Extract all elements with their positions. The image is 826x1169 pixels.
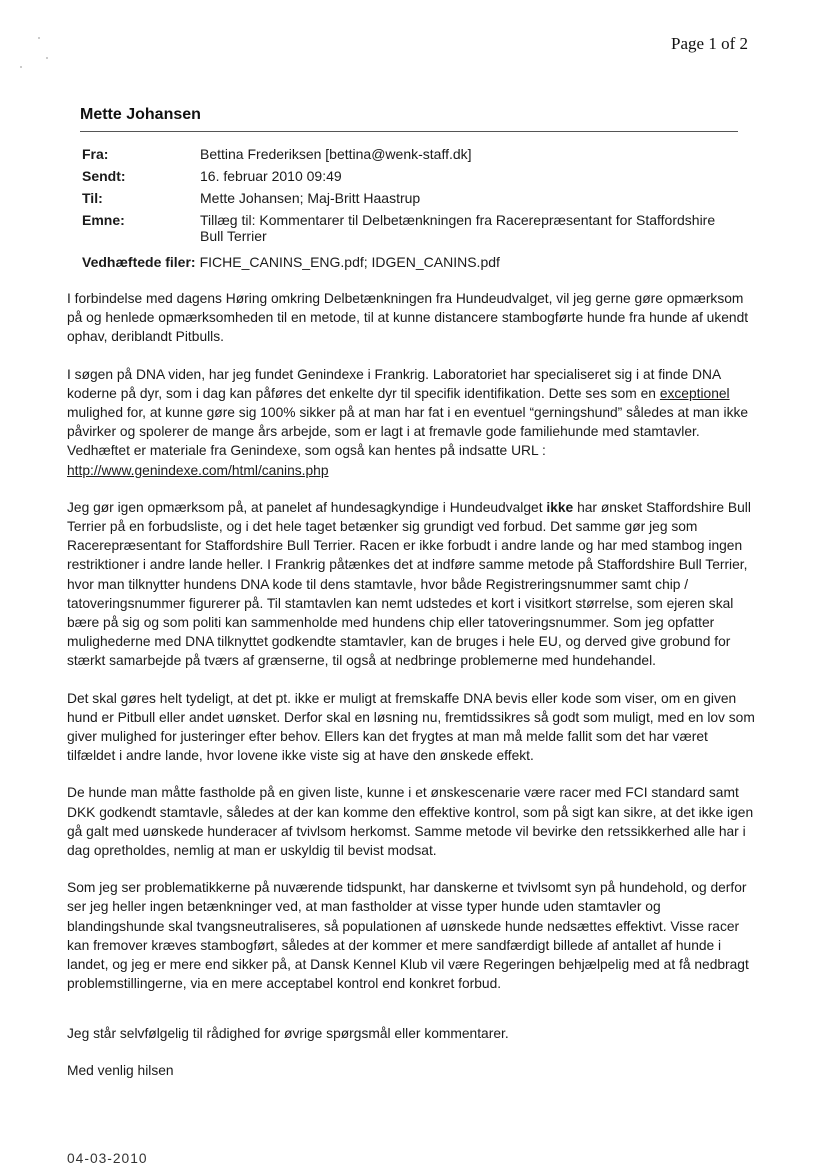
attachments-label: Vedhæftede filer: <box>82 254 196 270</box>
paragraph-3-text-b: har ønsket Staffordshire Bull Terrier på en forbudsliste, og i det hele taget betænker sig grundigt ved forbud. Det samme gør jeg som Racerepræsentant for Staffordshire Bull Terrier. Racen er ikke forbudt i andre lande og har med stambog ingen restriktioner i andre lande heller. I Frankrig påtænkes det at indføre samme metode på Staffordshire Bull Terrier, hvor man tilknytter hundens DNA kode til dens stamtavle, hvor både Registreringsnummer samt chip / tatoveringsnummer figurerer på. Til stamtavlen kan nemt udstedes et kort i visitkort størrelse, som ejeren skal bære på sig og som politi kan sammenholde med hundens chip eller tatoveringsnummer. Som jeg opfatter mulighederne med DNA tilknyttet godkendte stamtavler, kan de bruges i hele EU, og derved give grobund for stærkt samarbejde på tværs af grænserne, til også at nedbringe problemerne med hundehandel. <box>67 499 751 669</box>
scan-speck <box>20 66 22 68</box>
scan-speck <box>46 57 48 59</box>
from-label: Fra: <box>82 146 109 162</box>
paragraph-3-text-a: Jeg gør igen opmærksom på, at panelet af hundesagkyndige i Hundeudvalget <box>67 499 547 515</box>
header-subject-row <box>82 212 742 244</box>
closing: Med venlig hilsen <box>67 1062 174 1078</box>
bold-word: ikke <box>546 499 574 515</box>
attachments-value[interactable]: FICHE_CANINS_ENG.pdf; IDGEN_CANINS.pdf <box>199 254 500 270</box>
to-value: Mette Johansen; Maj-Britt Haastrup <box>200 190 421 206</box>
from-value: Bettina Frederiksen [bettina@wenk-staff.dk] <box>200 146 472 162</box>
email-header <box>82 146 742 276</box>
sent-label: Sendt: <box>82 168 126 184</box>
paragraph-4: Det skal gøres helt tydeligt, at det pt. ikke er muligt at fremskaffe DNA bevis eller kode som viser, om en given hund er Pitbull eller andet uønsket. Derfor skal en løsning nu, fremtidssikres så godt som muligt, med en lov som giver mulighed for justeringer efter behov. Ellers kan det frygtes at man må melde fallit som det har været tilfældet i andre lande, hvor lovene ikke viste sig at have den ønskede effekt. <box>67 690 755 764</box>
header-divider <box>80 131 738 132</box>
sender-heading: Mette Johansen <box>80 106 201 123</box>
header-from-row <box>82 146 742 162</box>
paragraph-3 <box>67 498 757 671</box>
subject-label: Emne: <box>82 212 125 228</box>
paragraph-5: De hunde man måtte fastholde på en given liste, kunne i et ønskescenarie være racer med FCI standard samt DKK godkendt stamtavle, således at der kan komme den effektive kontrol, som på sigt kan sikre, at det ikke igen gå galt med uønskede hunderacer af tvivlsom herkomst. Samme metode vil bevirke den retssikkerhed alle har i dag opretholdes, nemlig at man er uskyldig til bevist modsat. <box>67 785 754 859</box>
sent-value: 16. februar 2010 09:49 <box>200 168 342 184</box>
paragraph-7: Jeg står selvfølgelig til rådighed for øvrige spørgsmål eller kommentarer. <box>67 1025 509 1041</box>
underlined-word: exceptionel <box>659 385 730 401</box>
paragraph-6: Som jeg ser problematikkerne på nuværende tidspunkt, har danskerne et tvivlsomt syn på hundehold, og derfor ser jeg heller ingen betænkninger ved, at man fastholder at visse typer hunde uden stamtavler og blandingshunde skal tvangsneutraliseres, så populationen af uønskede hunde nedsættes effektivt. Visse racer kan fremover kræves stambogført, således at der kommer et mere sandfærdigt billede af antallet af hunde i landet, og jeg er mere end sikker på, at Dansk Kennel Klub vil være Regeringen behjælpelig med at få nedbragt problemstillingerne, via en mere acceptabel kontrol end konkret forbud. <box>67 880 749 992</box>
footer-date: 04-03-2010 <box>67 1151 148 1166</box>
paragraph-2 <box>67 365 757 480</box>
scan-speck <box>38 37 40 39</box>
header-to-row <box>82 190 742 206</box>
paragraph-2-text-b: mulighed for, at kunne gøre sig 100% sikker på at man har fat i en eventuel “gerningshund” således at man ikke påvirker og spolerer de mange års arbejde, som er lagt i at fremavle gode familiehunde med stamtavler. Vedhæftet er materiale fra Genindexe, som også kan hentes på indsatte URL : <box>67 405 749 459</box>
genindexe-link[interactable]: http://www.genindexe.com/html/canins.php <box>67 462 329 478</box>
paragraph-2-text-a: I søgen på DNA viden, har jeg fundet Genindexe i Frankrig. Laboratoriet har specialiseret sig i at finde DNA koderne på dyr, som i dag kan påføres det enkelte dyr til specifik identifikation. Dette ses som en <box>67 366 721 401</box>
page-number: Page 1 of 2 <box>671 34 748 53</box>
paragraph-1: I forbindelse med dagens Høring omkring Delbetænkningen fra Hundeudvalget, vil jeg gerne gøre opmærksom på og henlede opmærksomheden til en metode, til at kunne distancere stambogførte hunde fra hunde af ukendt ophav, deriblandt Pitbulls. <box>67 291 749 345</box>
to-label: Til: <box>82 190 103 206</box>
email-body <box>67 289 757 1098</box>
header-attachments-row <box>82 254 742 270</box>
header-sent-row <box>82 168 742 184</box>
subject-value: Tillæg til: Kommentarer til Delbetænkningen fra Racerepræsentant for Staffordshire Bull Terrier <box>200 212 716 244</box>
